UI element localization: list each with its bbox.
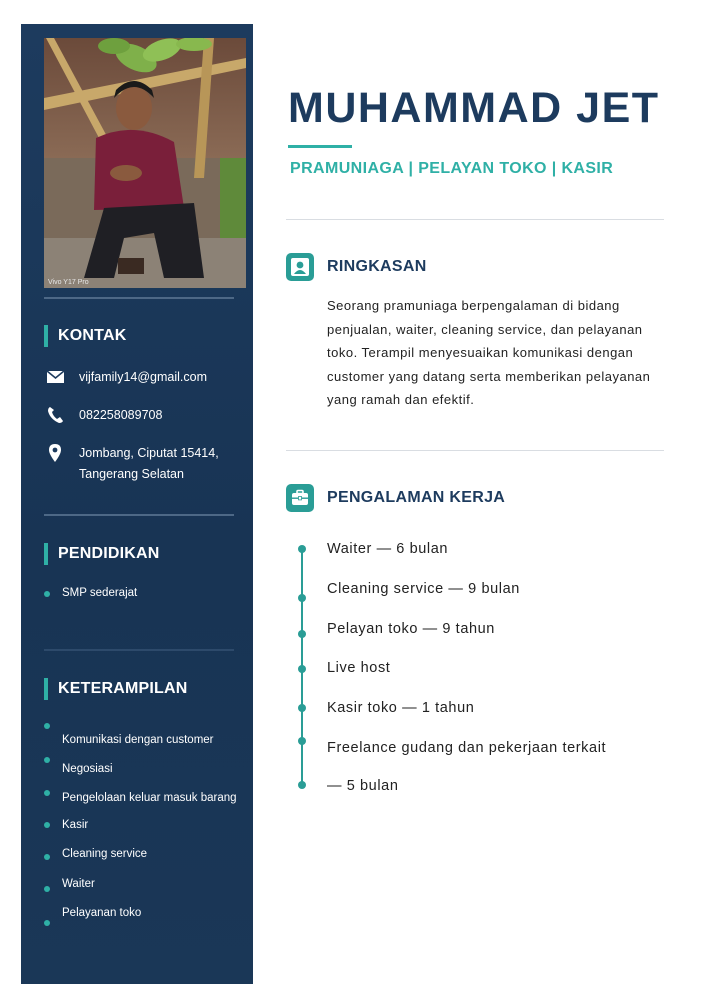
skill-item: Komunikasi dengan customer — [62, 734, 214, 746]
skill-item: Kasir — [62, 819, 89, 831]
kontak-heading: KONTAK — [44, 325, 126, 347]
sidebar-divider — [44, 297, 234, 299]
timeline-dot — [298, 630, 306, 638]
envelope-icon — [45, 367, 67, 387]
experience-item: Cleaning service — 9 bulan — [327, 581, 520, 597]
section-divider — [286, 450, 664, 451]
profile-photo — [44, 38, 246, 288]
bullet-icon — [44, 886, 50, 892]
pendidikan-item: SMP sederajat — [62, 587, 138, 599]
experience-item: Pelayan toko — 9 tahun — [327, 621, 495, 637]
sidebar-divider — [44, 514, 234, 516]
title-underline — [288, 145, 352, 148]
timeline-dot — [298, 594, 306, 602]
page-title: MUHAMMAD JET — [288, 84, 660, 132]
skill-item: Pengelolaan keluar masuk barang — [62, 792, 237, 804]
ringkasan-heading: RINGKASAN — [327, 258, 427, 275]
timeline-dot — [298, 704, 306, 712]
pengalaman-heading: PENGALAMAN KERJA — [327, 489, 506, 506]
skill-item: Waiter — [62, 878, 95, 890]
summary-text: Seorang pramuniaga berpengalaman di bidang penjualan, waiter, cleaning service, dan pelayanan toko. Terampil menyesuaikan komunikasi dengan customer yang datang serta memberikan pelayanan yang ramah dan efektif. — [327, 298, 651, 407]
bullet-icon — [44, 723, 50, 729]
bullet-icon — [44, 920, 50, 926]
experience-item: Kasir toko — 1 tahun — [327, 700, 475, 716]
timeline-dot — [298, 737, 306, 745]
user-icon — [286, 253, 314, 281]
timeline-dot — [298, 665, 306, 673]
experience-item: Live host — [327, 660, 391, 676]
bullet-icon — [44, 790, 50, 796]
bullet-icon — [44, 854, 50, 860]
experience-item: Freelance gudang dan pekerjaan terkait — [327, 740, 607, 756]
role-subtitle: PRAMUNIAGA | PELAYAN TOKO | KASIR — [290, 160, 614, 177]
address-line1: Jombang, Ciputat 15414, — [79, 446, 219, 460]
keterampilan-heading: KETERAMPILAN — [44, 678, 188, 700]
phone-icon — [45, 405, 67, 425]
photo-caption: Vivo Y17 Pro — [48, 279, 89, 286]
experience-item: Waiter — 6 bulan — [327, 541, 449, 557]
address-line2: Tangerang Selatan — [79, 467, 184, 481]
timeline-dot — [298, 545, 306, 553]
skill-item: Negosiasi — [62, 763, 113, 775]
bullet-icon — [44, 822, 50, 828]
pendidikan-heading: PENDIDIKAN — [44, 543, 160, 565]
email-text[interactable]: vijfamily14@gmail.com — [79, 370, 207, 384]
location-pin-icon — [45, 443, 67, 463]
briefcase-icon — [286, 484, 314, 512]
sidebar-divider — [44, 649, 234, 651]
bullet-icon — [44, 757, 50, 763]
skill-item: Pelayanan toko — [62, 907, 142, 919]
timeline-dot — [298, 781, 306, 789]
section-divider — [286, 219, 664, 220]
skill-item: Cleaning service — [62, 848, 148, 860]
experience-item: — 5 bulan — [327, 778, 399, 794]
sidebar — [21, 24, 253, 984]
bullet-icon — [44, 591, 50, 597]
phone-text[interactable]: 082258089708 — [79, 408, 163, 422]
